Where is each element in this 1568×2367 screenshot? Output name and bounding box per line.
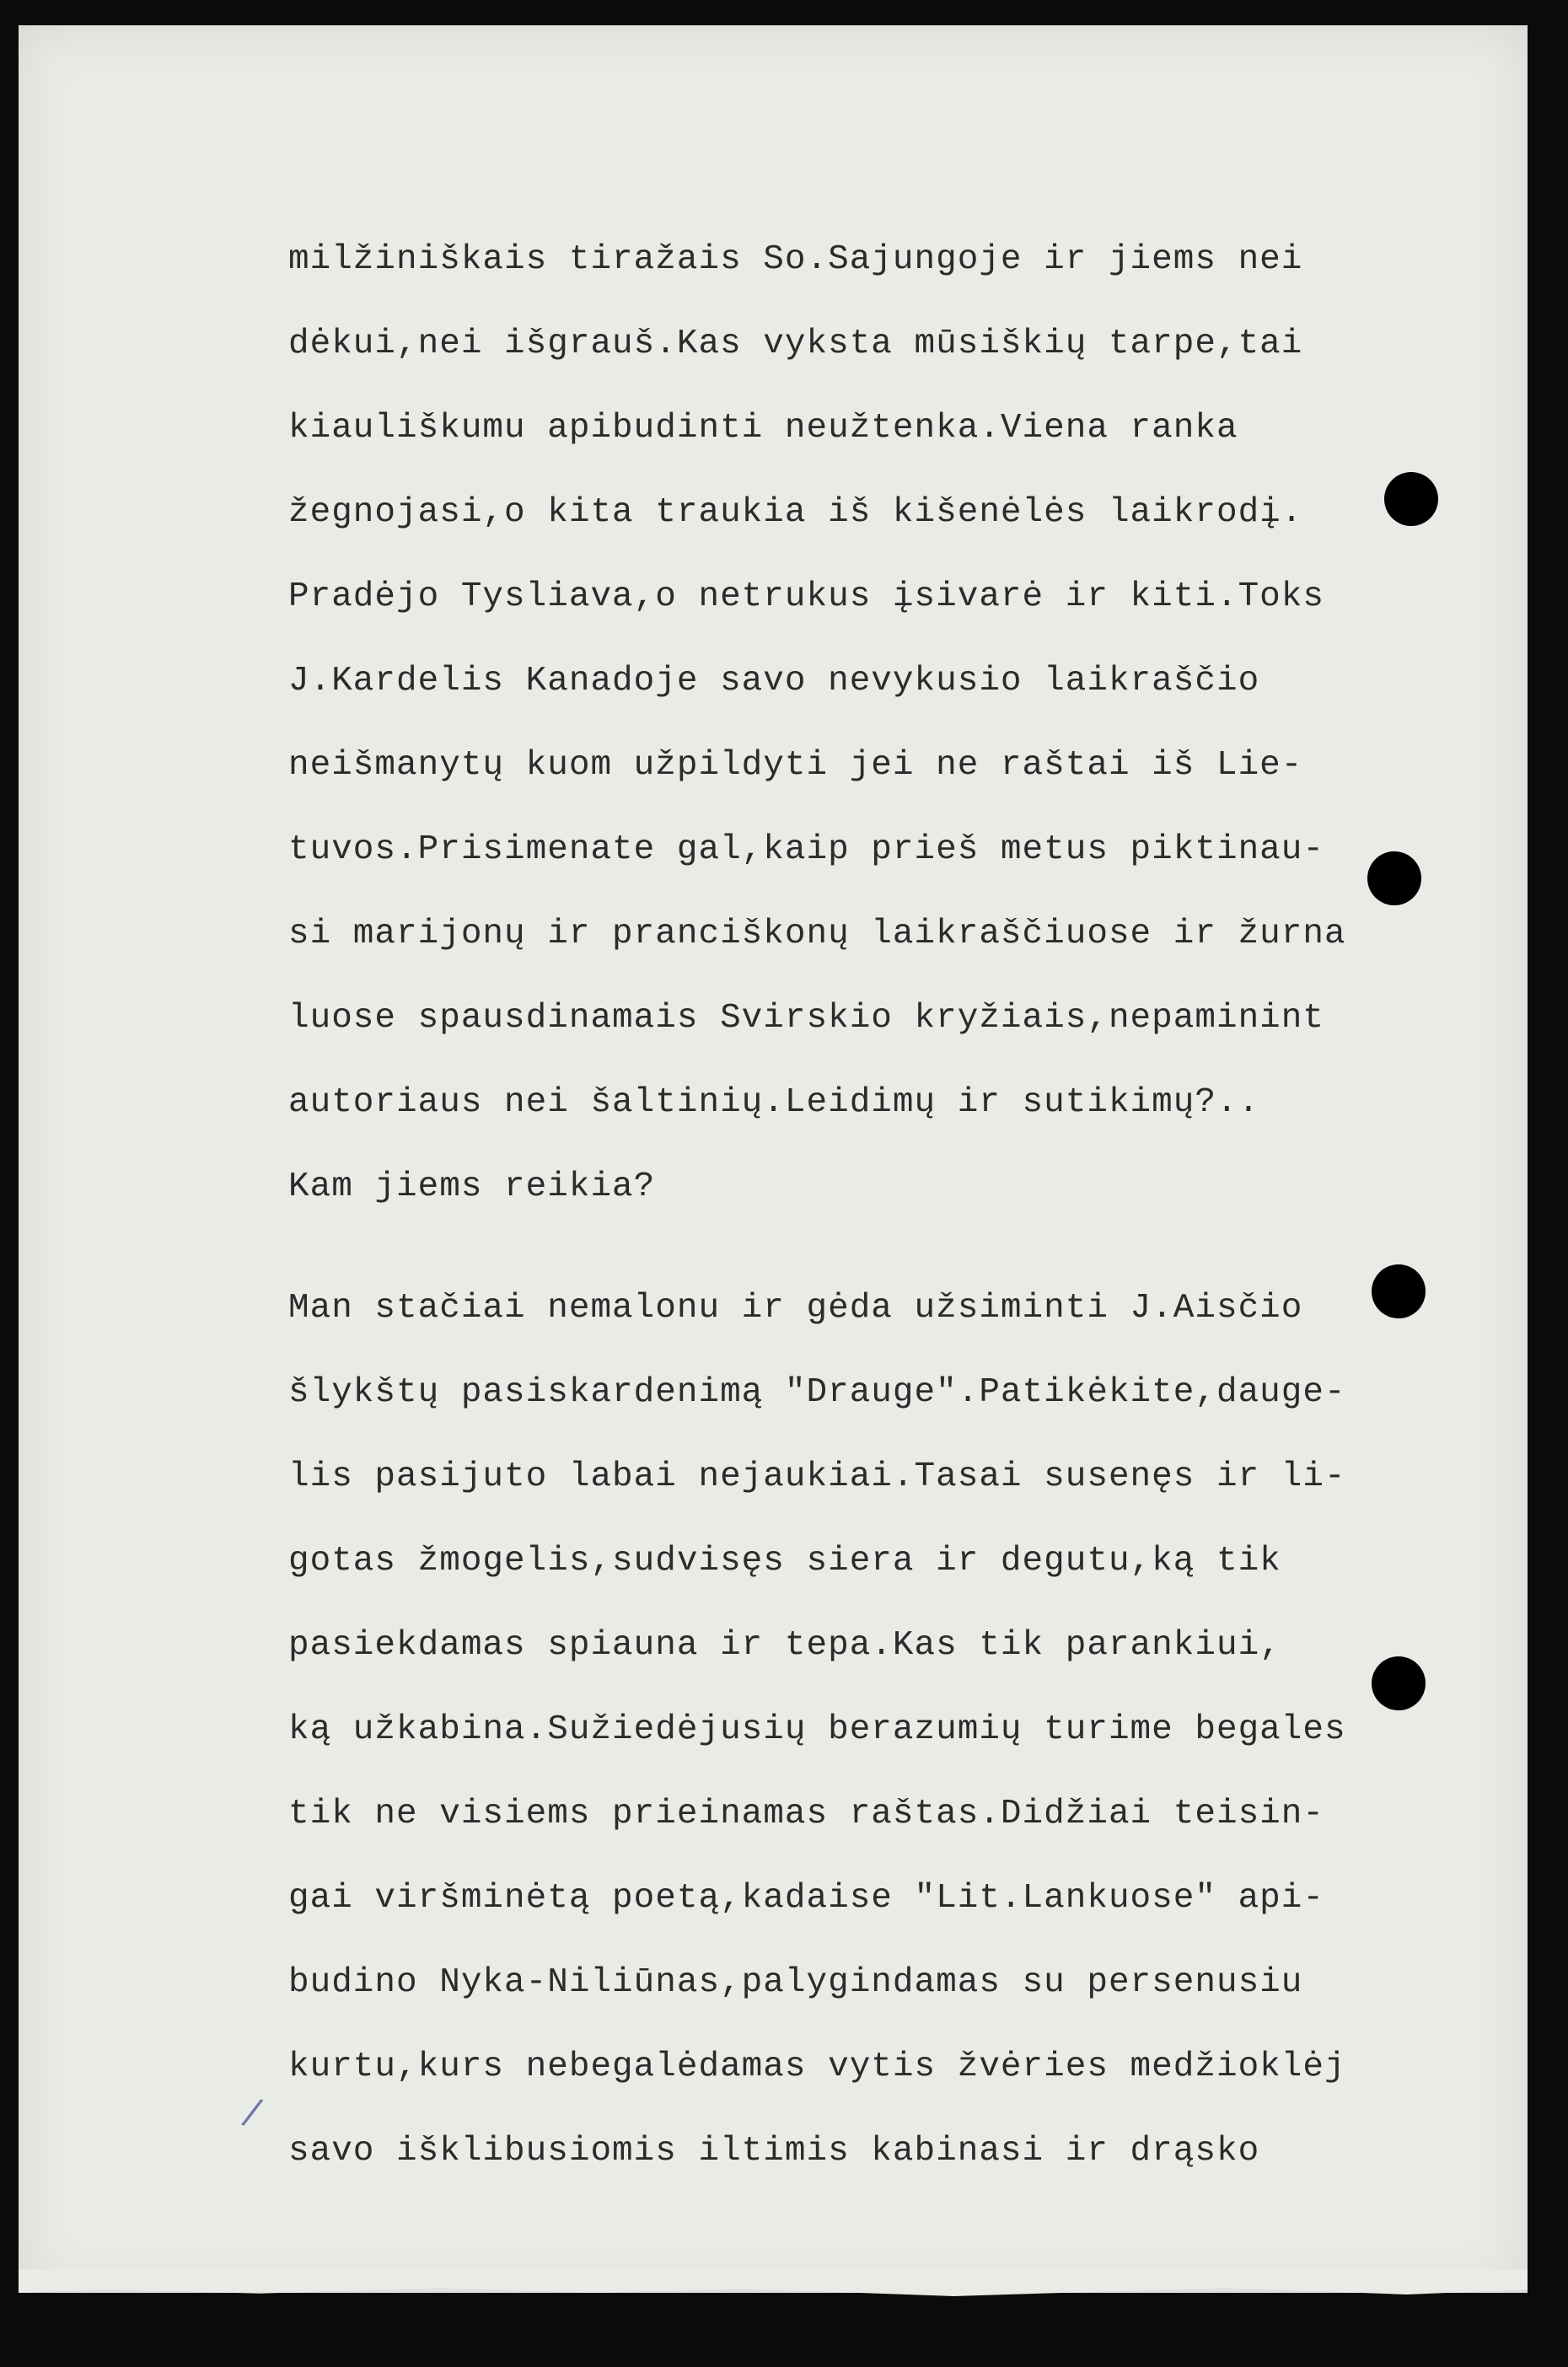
punch-hole [1372,1656,1426,1710]
text-line: gai viršminėtą poetą,kadaise "Lit.Lankuose" api- [288,1879,1324,1918]
paragraph-2 [288,1266,1553,2193]
text-line: milžiniškais tiražais So.Sajungoje ir jiems nei [288,240,1303,279]
text-line: žegnojasi,o kita traukia iš kišenėlės laikrodį. [288,493,1303,532]
text-line: neišmanytų kuom užpildyti jei ne raštai iš Lie- [288,746,1303,785]
text-line: J.Kardelis Kanadoje savo nevykusio laikraščio [288,662,1260,700]
text-line: Man stačiai nemalonu ir gėda užsiminti J.Aisčio [288,1289,1303,1328]
text-line: pasiekdamas spiauna ir tepa.Kas tik parankiui, [288,1626,1281,1665]
text-line: savo išklibusiomis iltimis kabinasi ir drąsko [288,2132,1260,2171]
text-line: tik ne visiems prieinamas raštas.Didžiai teisin- [288,1795,1324,1833]
text-line: šlykštų pasiskardenimą "Drauge".Patikėkite,dauge- [288,1373,1346,1412]
typed-letter-body [288,217,1553,2193]
text-line: dėkui,nei išgrauš.Kas vyksta mūsiškių tarpe,tai [288,325,1303,363]
punch-hole [1367,851,1421,905]
text-line: gotas žmogelis,sudvisęs siera ir degutu,ką tik [288,1542,1281,1581]
text-line: si marijonų ir pranciškonų laikraščiuose ir žurna [288,915,1346,953]
text-line: autoriaus nei šaltinių.Leidimų ir sutikimų?.. [288,1083,1260,1122]
paragraph-1 [288,217,1553,1229]
text-line: lis pasijuto labai nejaukiai.Tasai susenęs ir li- [288,1457,1346,1496]
punch-hole [1372,1264,1426,1318]
document-page [19,25,1528,2293]
paragraph-spacer [288,1229,1553,1266]
text-line: Pradėjo Tysliava,o netrukus įsivarė ir kiti.Toks [288,577,1324,616]
text-line: Kam jiems reikia? [288,1167,656,1206]
text-line: kurtu,kurs nebegalėdamas vytis žvėries medžioklėj [288,2048,1346,2086]
punch-hole [1384,472,1438,526]
text-line: tuvos.Prisimenate gal,kaip prieš metus piktinau- [288,830,1324,869]
pencil-tick-mark: / [239,2090,266,2134]
torn-page-edge [19,2269,1528,2303]
text-line: budino Nyka-Niliūnas,palygindamas su persenusiu [288,1963,1303,2002]
text-line: ką užkabina.Sužiedėjusių berazumių turime begales [288,1710,1346,1749]
text-line: kiauliškumu apibudinti neužtenka.Viena ranka [288,409,1238,448]
text-line: luose spausdinamais Svirskio kryžiais,nepaminint [288,999,1324,1038]
